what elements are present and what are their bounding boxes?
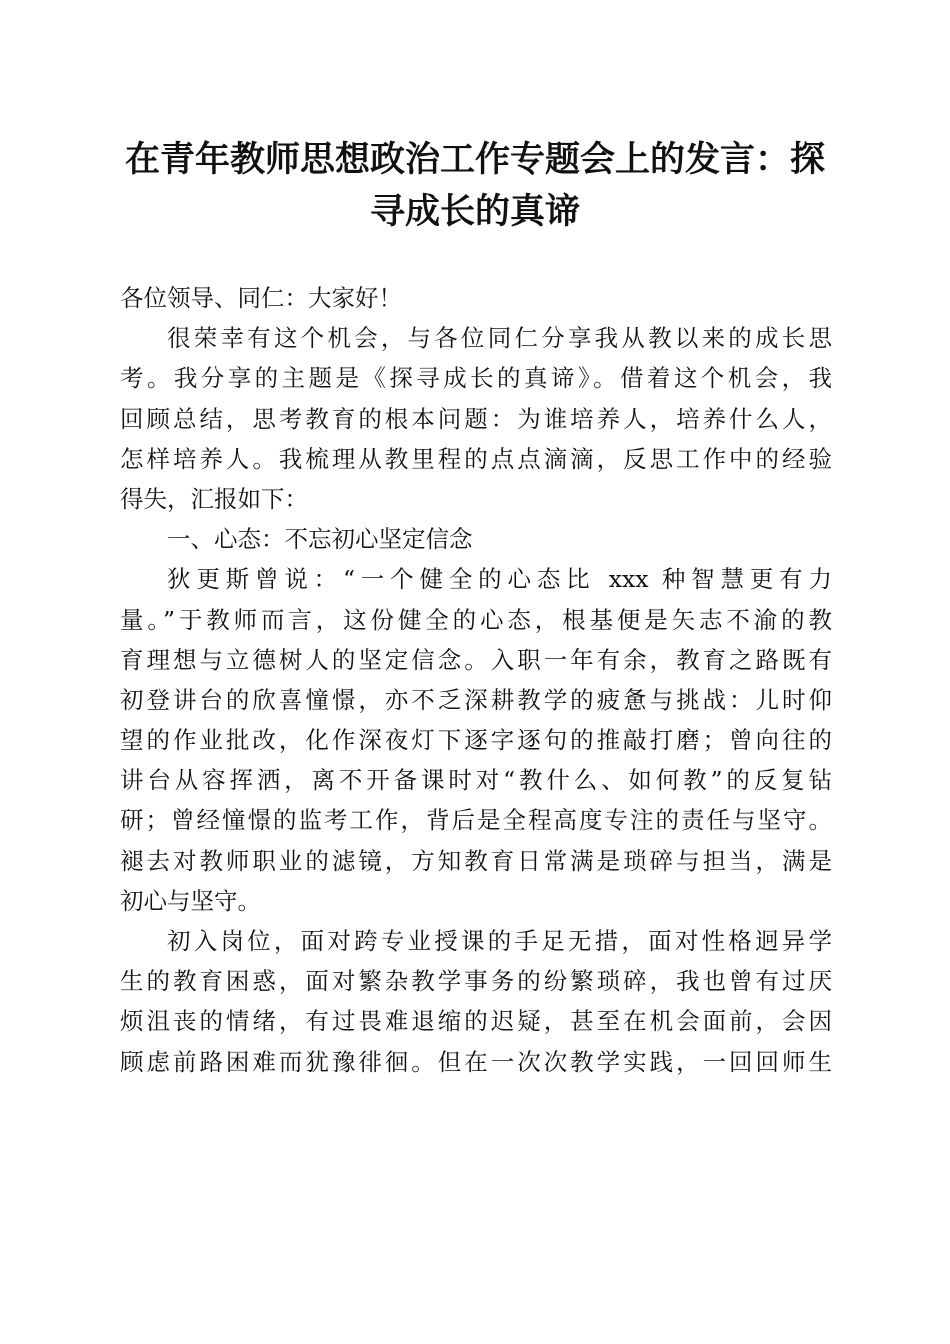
title-line: 寻成长的真谛 — [369, 191, 580, 232]
paragraph-line: 很荣幸有这个机会，与各位同仁分享我从教以来的成长思 — [167, 324, 832, 353]
paragraph-line: 初心与坚守。 — [120, 886, 261, 915]
paragraph-line: 怎样培养人。我梳理从教里程的点点滴滴，反思工作中的经验 — [120, 444, 832, 473]
paragraph-line: 得失，汇报如下： — [120, 484, 308, 513]
paragraph-line: 育理想与立德树人的坚定信念。入职一年有余，教育之路既有 — [120, 645, 832, 674]
paragraph-line: 研；曾经憧憬的监考工作，背后是全程高度专注的责任与坚守。 — [120, 806, 832, 835]
title-line: 在青年教师思想政治工作专题会上的发言：探 — [124, 139, 825, 180]
paragraph-line: 量。”于教师而言，这份健全的心态，根基便是矢志不渝的教 — [120, 605, 832, 634]
document-title — [110, 134, 840, 238]
document-body — [120, 278, 832, 1082]
paragraph-line: 褪去对教师职业的滤镜，方知教育日常满是琐碎与担当，满是 — [120, 846, 832, 875]
intro-paragraph — [120, 318, 832, 519]
paragraph-line: 望的作业批改，化作深夜灯下逐字逐句的推敲打磨；曾向往的 — [120, 726, 832, 755]
paragraph-line: 初入岗位，面对跨专业授课的手足无措，面对性格迥异学 — [167, 927, 832, 955]
paragraph-line: 讲台从容挥洒，离不开备课时对“教什么、如何教”的反复钻 — [120, 766, 832, 795]
greeting: 各位领导、同仁：大家好！ — [120, 284, 402, 312]
paragraph-line: 初登讲台的欣喜憧憬，亦不乏深耕教学的疲惫与挑战：儿时仰 — [120, 685, 832, 714]
paragraph-line: 顾虑前路困难而犹豫徘徊。但在一次次教学实践，一回回师生 — [120, 1047, 832, 1076]
paragraph-line: 回顾总结，思考教育的根本问题：为谁培养人，培养什么人， — [120, 404, 832, 433]
paragraph-line: 狄更斯曾说：“一个健全的心态比 xxx 种智慧更有力 — [167, 565, 832, 594]
paragraph-line: 烦沮丧的情绪，有过畏难退缩的迟疑，甚至在机会面前，会因 — [120, 1007, 832, 1036]
section-heading: 一、心态：不忘初心坚定信念 — [167, 525, 473, 554]
paragraph-line: 考。我分享的主题是《探寻成长的真谛》。借着这个机会，我 — [120, 364, 832, 393]
paragraph-2 — [120, 921, 832, 1082]
paragraph-line: 生的教育困惑，面对繁杂教学事务的纷繁琐碎，我也曾有过厌 — [120, 967, 832, 996]
paragraph-1 — [120, 559, 832, 921]
